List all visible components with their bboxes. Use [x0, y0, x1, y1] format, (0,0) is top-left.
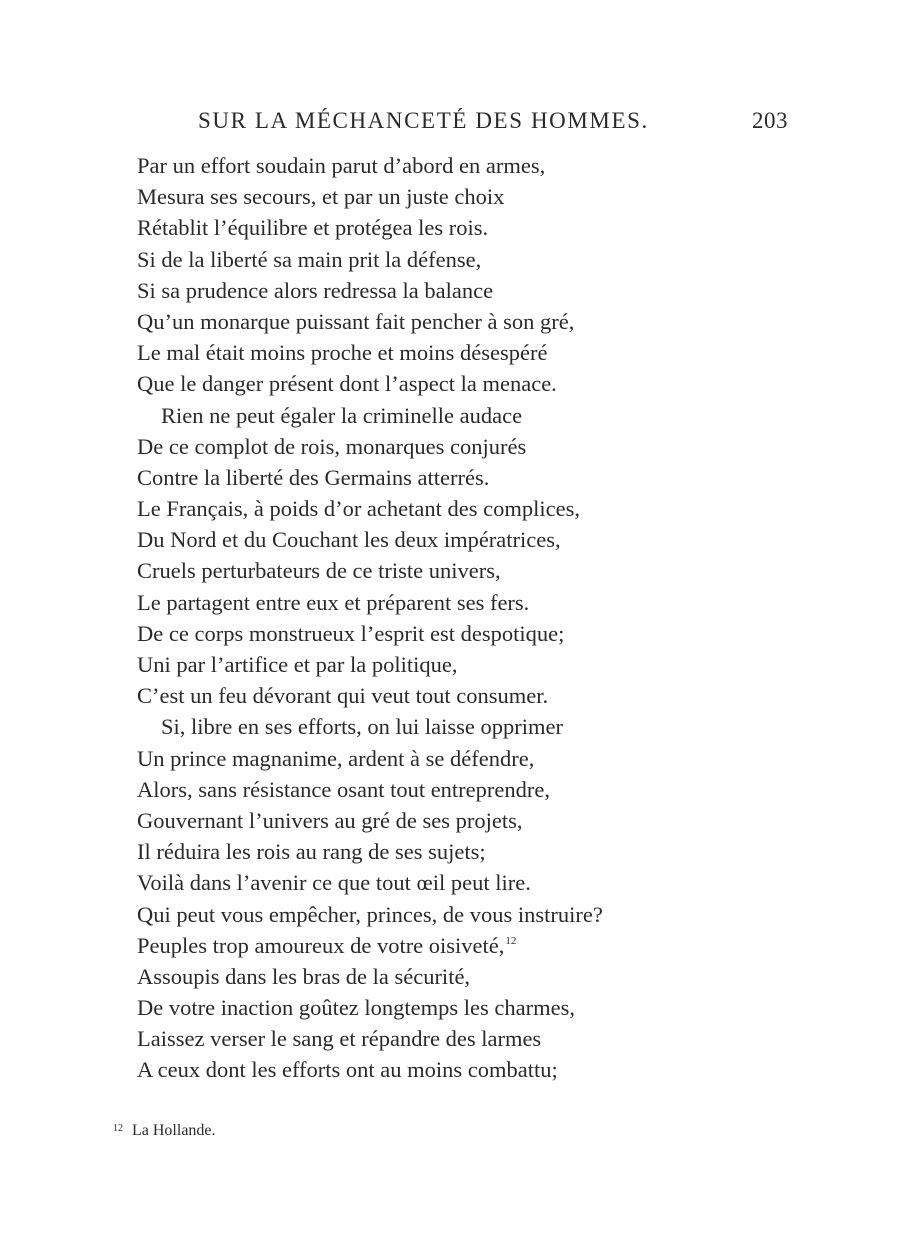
verse-line: [137, 587, 837, 618]
verse-line: [137, 711, 837, 742]
footnote: [113, 1122, 216, 1140]
verse-text: C’est un feu dévorant qui veut tout consumer.: [137, 683, 549, 709]
verse-line: [137, 150, 837, 181]
verse-text: Peuples trop amoureux de votre oisiveté,: [137, 932, 505, 958]
verse-line: [137, 181, 837, 212]
verse-line: [137, 805, 837, 836]
verse-text: Qu’un monarque puissant fait pencher à son gré,: [137, 308, 575, 334]
verse-text: De ce complot de rois, monarques conjurés: [137, 433, 527, 459]
page-number: 203: [752, 108, 788, 133]
verse-text: Uni par l’artifice et par la politique,: [137, 652, 458, 677]
verse-text: Le partagent entre eux et préparent ses fers.: [137, 589, 530, 615]
verse-line: [137, 992, 837, 1023]
verse-text: Alors, sans résistance osant tout entreprendre,: [137, 776, 550, 802]
running-head: [0, 108, 900, 142]
verse-text: Gouvernant l’univers au gré de ses projets,: [137, 807, 523, 833]
verse-text: Si, libre en ses efforts, on lui laisse opprimer: [161, 714, 564, 740]
verse-line: [137, 337, 837, 368]
footnote-reference: 12: [505, 934, 517, 947]
footnote-text: La Hollande.: [132, 1122, 216, 1139]
verse-line: [137, 618, 837, 649]
verse-text: Le mal était moins proche et moins désespéré: [137, 340, 548, 366]
footnote-number: 12: [113, 1123, 123, 1134]
verse-text: Laissez verser le sang et répandre des larmes: [137, 1026, 542, 1052]
verse-line: [137, 368, 837, 399]
verse-line: [137, 680, 837, 711]
verse-text: Mesura ses secours, et par un juste choix: [137, 184, 505, 210]
verse-text: De ce corps monstrueux l’esprit est despotique;: [137, 620, 565, 646]
verse-text: Voilà dans l’avenir ce que tout œil peut lire.: [137, 870, 531, 896]
verse-text: De votre inaction goûtez longtemps les charmes,: [137, 995, 575, 1021]
verse-line: [137, 524, 837, 555]
verse-line: [137, 244, 837, 275]
poem-body: [137, 150, 837, 1086]
verse-line: [137, 493, 837, 524]
verse-text: Par un effort soudain parut d’abord en armes,: [137, 153, 546, 178]
verse-text: Que le danger présent dont l’aspect la menace.: [137, 371, 557, 397]
verse-text: Rétablit l’équilibre et protégea les rois.: [137, 215, 489, 241]
verse-text: Si de la liberté sa main prit la défense,: [137, 246, 482, 272]
verse-line: [137, 400, 837, 431]
verse-text: Un prince magnanime, ardent à se défendre,: [137, 745, 535, 771]
verse-line: [137, 462, 837, 493]
verse-line: [137, 275, 837, 306]
verse-line: [137, 867, 837, 898]
verse-text: Du Nord et du Couchant les deux impératrices,: [137, 527, 561, 553]
verse-line: [137, 774, 837, 805]
verse-line: [137, 649, 837, 680]
verse-line: [137, 743, 837, 774]
verse-text: Contre la liberté des Germains atterrés.: [137, 464, 490, 490]
verse-text: Qui peut vous empêcher, princes, de vous instruire?: [137, 901, 603, 927]
verse-text: A ceux dont les efforts ont au moins combattu;: [137, 1057, 558, 1083]
verse-text: Le Français, à poids d’or achetant des complices,: [137, 496, 580, 522]
verse-line: [137, 899, 837, 930]
page-title: SUR LA MÉCHANCETÉ DES HOMMES.: [198, 108, 649, 133]
verse-line: [137, 212, 837, 243]
verse-line: [137, 930, 837, 961]
verse-text: Cruels perturbateurs de ce triste univers,: [137, 558, 501, 584]
verse-line: [137, 431, 837, 462]
verse-line: [137, 961, 837, 992]
verse-text: Assoupis dans les bras de la sécurité,: [137, 963, 471, 989]
verse-line: [137, 836, 837, 867]
verse-text: Rien ne peut égaler la criminelle audace: [161, 402, 523, 428]
verse-line: [137, 555, 837, 586]
verse-text: Si sa prudence alors redressa la balance: [137, 277, 494, 303]
verse-line: [137, 1023, 837, 1054]
verse-line: [137, 306, 837, 337]
verse-line: [137, 1054, 837, 1085]
verse-text: Il réduira les rois au rang de ses sujets;: [137, 839, 486, 865]
